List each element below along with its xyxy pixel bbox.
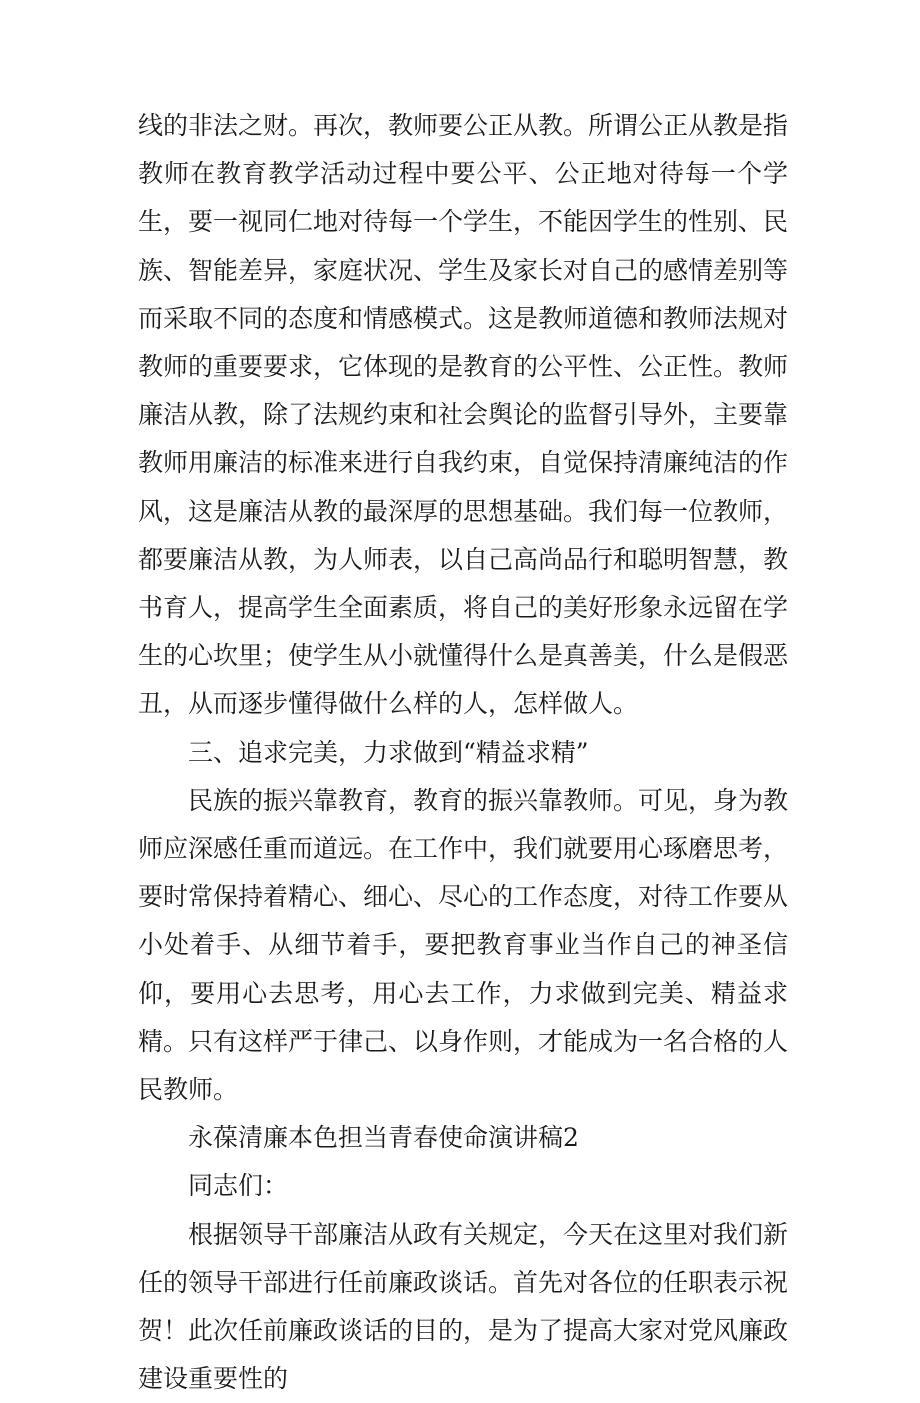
paragraph-continuation: 线的非法之财。再次，教师要公正从教。所谓公正从教是指教师在教育教学活动过程中要公平、公正地对待每一个学生，要一视同仁地对待每一个学生，不能因学生的性别、民族、智能差异，家庭状况、学生及家长对自己的感情差别等而采取不同的态度和情感模式。这是教师道德和教师法规对教师的重要要求，它体现的是教育的公平性、公正性。教师廉洁从教，除了法规约束和社会舆论的监督引导外，主要靠教师用廉洁的标准来进行自我约束，自觉保持清廉纯洁的作风，这是廉洁从教的最深厚的思想基础。我们每一位教师，都要廉洁从教，为人师表，以自己高尚品行和聪明智慧，教书育人，提高学生全面素质，将自己的美好形象永远留在学生的心坎里；使学生从小就懂得什么是真善美，什么是假恶丑，从而逐步懂得做什么样的人，怎样做人。 — [138, 111, 789, 719]
paragraph: 民族的振兴靠教育，教育的振兴靠教师。可见，身为教师应深感任重而道远。在工作中，我们就要用心琢磨思考，要时常保持着精心、细心、尽心的工作态度，对待工作要从小处着手、从细节着手，要把教育事业当作自己的神圣信仰，要用心去思考，用心去工作，力求做到完美、精益求精。只有这样严于律己、以身作则，才能成为一名合格的人民教师。 — [138, 785, 789, 1105]
salutation: 同志们： — [188, 1171, 289, 1201]
paragraph: 根据领导干部廉洁从政有关规定，今天在这里对我们新任的领导干部进行任前廉政谈话。首先对各位的任职表示祝贺！此次任前廉政谈话的目的，是为了提高大家对党风廉政建设重要性的 — [138, 1219, 789, 1394]
speech-title: 永葆清廉本色担当青春使命演讲稿2 — [188, 1123, 579, 1153]
document-body — [138, 102, 788, 1403]
section-heading-3: 三、追求完美，力求做到“精益求精” — [188, 737, 589, 767]
